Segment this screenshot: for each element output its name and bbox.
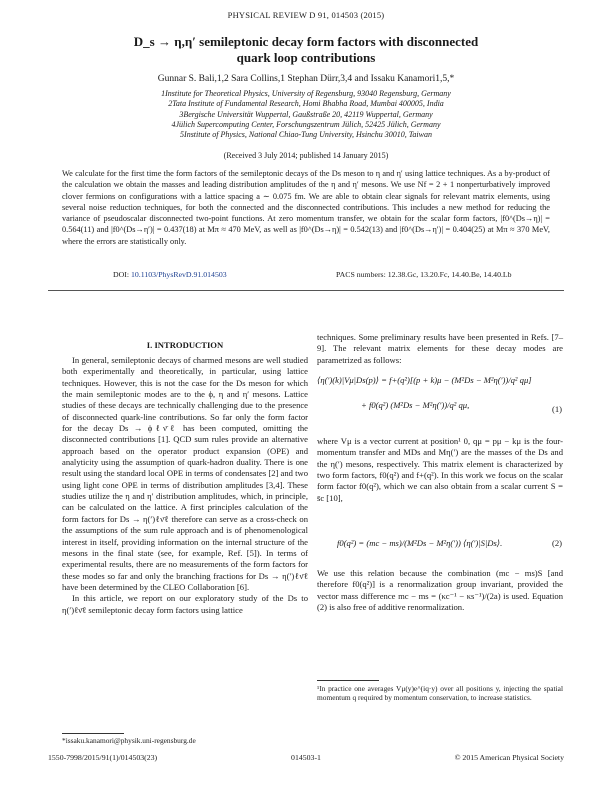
doi-link[interactable]: 10.1103/PhysRevD.91.014503: [130, 270, 227, 279]
right-column-tail: [317, 568, 563, 613]
footnote-text: ¹In practice one averages Vμ(y)e^(iq·y) over all positions y, injecting the spatial momentum q required by momentum conservation, to increase statistics.: [317, 684, 563, 703]
footnote-rule: [62, 733, 124, 734]
affiliation: 4Jülich Supercomputing Center, Forschungszentrum Jülich, 52425 Jülich, Germany: [171, 119, 441, 129]
equation-2-number: (2): [551, 538, 562, 548]
section-divider: [48, 290, 564, 291]
equation-1-number: (1): [551, 404, 562, 414]
paragraph: where Vμ is a vector current at position¹ 0, qμ = pμ − kμ is the four-momentum transfer and MDs and Mη(′) are the masses of the Ds and the η(′) mesons, respectively. This matrix element is characterized by two form factors, f0(q²) and f+(q²). In this work we focus on the scalar form factor f0(q²), which we can also obtain from a scalar current S = s̄c [10],: [317, 436, 563, 503]
received-date: (Received 3 July 2014; published 14 January 2015): [223, 151, 389, 160]
section-heading: I. INTRODUCTION: [146, 340, 224, 350]
paragraph: techniques. Some preliminary results have been presented in Refs. [7–9]. The relevant matrix elements for these decay modes are parametrized as follows:: [317, 332, 563, 365]
right-column-intro: [317, 332, 563, 366]
paragraph: In general, semileptonic decays of charmed mesons are well studied both experimentally and theoretically, in particular, using lattice techniques. However, this is not the case for the Ds meson for which the main semileptonic modes are to the ϕ, η and η′ mesons. Lattice studies of these decays are technically challenging due to the presence of disconnected quark-line contributions. So far only the form factor for the decay Ds → ϕℓν̄ℓ has been computed, omitting the disconnected contributions [1]. QCD sum rules provide an alternative approach based on the operator product expansion (OPE) and analyticity using the assumption of quark-hadron duality. There is one result using the standard local OPE in terms of condensates [2] and two using light cone OPE in terms of distribution amplitudes [3,4]. These studies utilize the η and η′ distribution amplitudes, which, in principle, can be calculated on the lattice. A first principles calculation of the form factors for Ds → η(′)ℓν̄ℓ therefore can serve as a cross-check on the assumptions of the sum rule approach and is of phenomenological interest in itself, providing information on the internal structure of the mesons in the final state (see, for example, Ref. [5]). In terms of experimental results, there are no measurements of the form factors for these modes so far and only the branching fractions for Ds → η(′)ℓν̄ℓ have been determined by the CLEO Collaboration [6].: [62, 355, 308, 592]
paper-title: [0, 34, 612, 66]
right-footnote-area: [317, 680, 563, 703]
affiliation: 5Institute of Physics, National Chiao-Tung University, Hsinchu 30010, Taiwan: [180, 130, 432, 140]
footer-copyright: © 2015 American Physical Society: [454, 753, 564, 762]
affiliation-list: [0, 89, 612, 140]
footnote-rule: [317, 680, 379, 681]
footnote-email: *issaku.kanamori@physik.uni-regensburg.de: [62, 736, 196, 745]
equation-1-line-1: ⟨η(′)(k)|Vμ|Ds(p)⟩ = f+(q²)[(p + k)μ − (M²Ds − M²η(′))/q² qμ]: [317, 375, 532, 385]
right-column-body: [317, 436, 563, 504]
equation-1: [317, 375, 563, 410]
left-column: [62, 355, 308, 616]
affiliation: 1Institute for Theoretical Physics, University of Regensburg, 93040 Regensburg, Germany: [161, 89, 451, 98]
affiliation: 2Tata Institute of Fundamental Research, Homi Bhabha Road, Mumbai 400005, India: [168, 99, 444, 109]
equation-1-line-2: + f0(q²) (M²Ds − M²η(′))/q² qμ,: [361, 400, 470, 410]
doi-line: [113, 270, 227, 279]
paragraph: In this article, we report on our exploratory study of the Ds to η(′)ℓν̄ℓ semileptonic decay form factors using lattice: [62, 593, 308, 615]
left-footnote-area: [62, 733, 196, 745]
footer-issn: 1550-7998/2015/91(1)/014503(23): [48, 753, 158, 762]
journal-header: PHYSICAL REVIEW D 91, 014503 (2015): [227, 10, 385, 20]
equation-2: f0(q²) = (mc − ms)/(M²Ds − M²η(′)) ⟨η(′)|S|Ds⟩.: [337, 538, 503, 548]
title-line-1: D_s → η,η′ semileptonic decay form factors with disconnected: [133, 34, 479, 49]
paragraph: We use this relation because the combination (mc − ms)S [and therefore f0(q²)] is a renormalization group invariant, provided the vector mass difference mc − ms = (κc⁻¹ − κs⁻¹)/(2a) is used. Equation (2) is also free of additive renormalization.: [317, 568, 563, 613]
pacs-numbers: PACS numbers: 12.38.Gc, 13.20.Fc, 14.40.Be, 14.40.Lb: [336, 270, 512, 279]
footer-page: 014503-1: [291, 753, 321, 762]
title-line-2: quark loop contributions: [236, 50, 376, 65]
abstract: We calculate for the first time the form factors of the semileptonic decays of the Ds meson to η and η′ using lattice techniques. As a by-product of the calculation we obtain the masses and leading distribution amplitudes of the η and η′ mesons. We use Nf = 2 + 1 nonperturbatively improved clover fermions on configurations with a lattice spacing a ∼ 0.075 fm. We are able to obtain clear signals for relevant matrix elements, using several noise reduction techniques, for both the connected and the disconnected contributions. This includes a new method for reducing the variance of pseudoscalar disconnected two-point functions. At zero momentum transfer, we obtain for the scalar form factors, |f0^(Ds→η)| = 0.564(11) and |f0^(Ds→η′)| = 0.437(18) at Mπ ≈ 470 MeV, as well as |f0^(Ds→η)| = 0.542(13) and |f0^(Ds→η′)| = 0.404(25) at Mπ ≈ 370 MeV, where the errors are statistically only.: [62, 169, 550, 246]
affiliation: 3Bergische Universität Wuppertal, Gaußstraße 20, 42119 Wuppertal, Germany: [179, 109, 433, 119]
author-list: Gunnar S. Bali,1,2 Sara Collins,1 Stephan Dürr,3,4 and Issaku Kanamori1,5,*: [157, 74, 455, 84]
doi-label: DOI:: [113, 270, 130, 279]
